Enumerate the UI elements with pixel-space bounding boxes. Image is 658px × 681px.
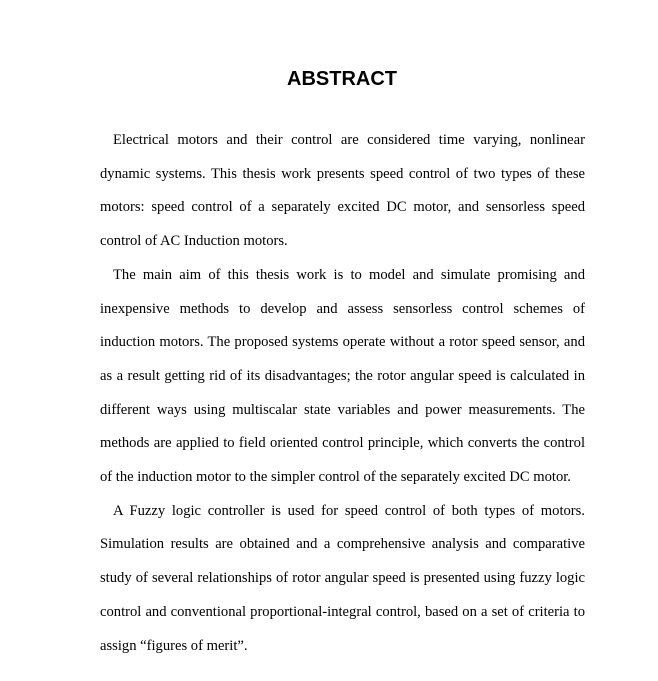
- paragraph-2: The main aim of this thesis work is to model and simulate promising and inexpensive methods to develop and assess sensorless control schemes of induction motors. The proposed systems operate without a rotor speed sensor, and as a result getting rid of its disadvantages; the rotor angular speed is calculated in different ways using multiscalar state variables and power measurements. The methods are applied to field oriented control principle, which converts the control of the induction motor to the simpler control of the separately excited DC motor.: [100, 266, 585, 486]
- abstract-heading: ABSTRACT: [287, 68, 397, 90]
- paragraph-3: A Fuzzy logic controller is used for speed control of both types of motors. Simulation results are obtained and a comprehensive analysis and comparative study of several relationships of rotor angular speed is presented using fuzzy logic control and conventional proportional-integral control, based on a set of criteria to assign “figures of merit”.: [100, 502, 585, 654]
- paragraph-1: Electrical motors and their control are considered time varying, nonlinear dynamic systems. This thesis work presents speed control of two types of these motors: speed control of a separately excited DC motor, and sensorless speed control of AC Induction motors.: [100, 132, 585, 250]
- abstract-body: [100, 124, 585, 663]
